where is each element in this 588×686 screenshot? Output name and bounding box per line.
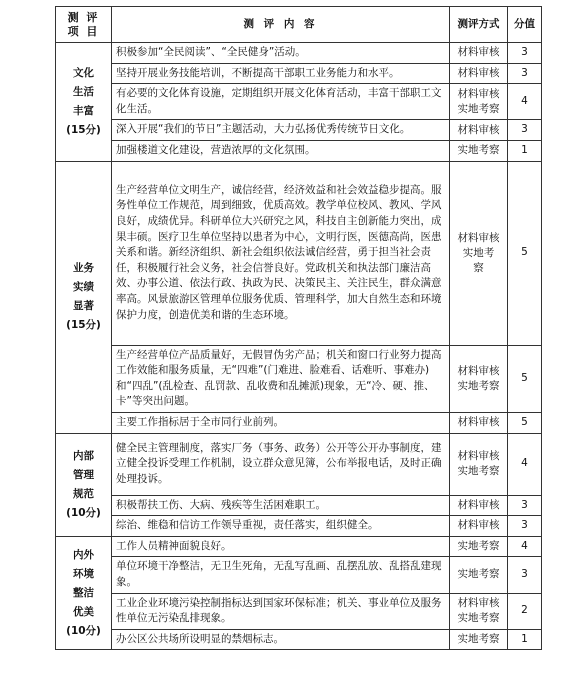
score-cell: 5 bbox=[508, 412, 542, 433]
score-cell: 4 bbox=[508, 433, 542, 495]
method-line: 材料审核 bbox=[457, 87, 500, 100]
method-line: 实地考察 bbox=[457, 102, 500, 115]
method-cell bbox=[450, 495, 508, 516]
category-name-line: 生活 bbox=[73, 85, 94, 98]
method-cell bbox=[450, 43, 508, 64]
header-content: 测 评 内 容 bbox=[112, 7, 450, 43]
content-cell: 积极帮扶工伤、大病、残疾等生活困难职工。 bbox=[112, 495, 450, 516]
method-cell bbox=[450, 140, 508, 161]
table-row bbox=[56, 536, 542, 557]
method-line: 材料审核 bbox=[457, 450, 500, 463]
table-row bbox=[56, 84, 542, 120]
content-cell: 单位环境干净整洁，无卫生死角，无乱写乱画、乱摆乱放、乱搭乱建现象。 bbox=[112, 557, 450, 593]
method-cell bbox=[450, 412, 508, 433]
method-cell bbox=[450, 433, 508, 495]
method-line: 实地考 bbox=[462, 246, 495, 259]
method-line: 材料审核 bbox=[457, 46, 500, 59]
score-cell: 4 bbox=[508, 84, 542, 120]
content-cell: 主要工作指标居于全市同行业前列。 bbox=[112, 412, 450, 433]
category-name-line: 优美 bbox=[73, 605, 94, 618]
category-name-line: 业务 bbox=[73, 262, 94, 275]
category-cell bbox=[56, 433, 112, 536]
table-row bbox=[56, 140, 542, 161]
header-item bbox=[56, 7, 112, 43]
category-name-line: 整洁 bbox=[73, 586, 94, 599]
table-row bbox=[56, 412, 542, 433]
category-name-line: (10分) bbox=[66, 624, 101, 637]
content-cell: 生产经营单位文明生产，诚信经营，经济效益和社会效益稳步提高。服务性单位工作规范，周到细致，优质高效。教学单位校风、教风、学风良好，成绩优异。科研单位大兴研究之风，科技自主创新能力突出，成果丰硕。医疗卫生单位坚持以患者为中心，文明行医，医德高尚，医患关系和谐。新经济组织、新社会组织依法诚信经营，勇于担当社会责任，积极履行社会义务，社会信誉良好。党政机关和执法部门廉洁高效、办事公道、依法行政、执政为民、决策民主、关注民生，群众满意率高。风景旅游区管理单位服务优质、管理科学，加大自然生态和环境保护力度，创造优美和谐的生态环境。 bbox=[112, 161, 450, 345]
score-cell: 3 bbox=[508, 516, 542, 537]
category-name-line: 丰富 bbox=[73, 104, 94, 117]
method-line: 实地考察 bbox=[457, 144, 500, 157]
content-cell: 健全民主管理制度，落实厂务（事务、政务）公开等公开办事制度，建立健全投诉受理工作机制，设立群众意见簿，公布举报电话，及时正确处理投诉。 bbox=[112, 433, 450, 495]
content-cell: 工业企业环境污染控制指标达到国家环保标准；机关、事业单位及服务性单位无污染乱排现象。 bbox=[112, 593, 450, 629]
table-row bbox=[56, 120, 542, 141]
category-name-line: 规范 bbox=[73, 487, 94, 500]
method-cell bbox=[450, 345, 508, 412]
table-row bbox=[56, 63, 542, 84]
table-row bbox=[56, 593, 542, 629]
method-cell bbox=[450, 593, 508, 629]
method-line: 实地考察 bbox=[457, 612, 500, 625]
header-row bbox=[56, 7, 542, 43]
table-row bbox=[56, 345, 542, 412]
method-line: 实地考察 bbox=[457, 568, 500, 581]
method-line: 实地考察 bbox=[457, 632, 500, 645]
score-cell: 4 bbox=[508, 536, 542, 557]
score-cell: 3 bbox=[508, 43, 542, 64]
content-cell: 坚持开展业务技能培训，不断提高干部职工业务能力和水平。 bbox=[112, 63, 450, 84]
method-line: 材料审核 bbox=[457, 66, 500, 79]
score-cell: 1 bbox=[508, 140, 542, 161]
category-name-line: 内外 bbox=[73, 548, 94, 561]
method-cell bbox=[450, 629, 508, 650]
method-line: 察 bbox=[473, 261, 484, 274]
header-score: 分值 bbox=[508, 7, 542, 43]
method-line: 材料审核 bbox=[457, 231, 500, 244]
header-item-line: 项 目 bbox=[67, 24, 100, 38]
category-name-line: (15分) bbox=[66, 123, 101, 136]
method-cell bbox=[450, 557, 508, 593]
category-cell bbox=[56, 536, 112, 650]
method-cell bbox=[450, 84, 508, 120]
category-name-line: 环境 bbox=[73, 567, 94, 580]
score-cell: 3 bbox=[508, 495, 542, 516]
method-cell bbox=[450, 161, 508, 345]
content-cell: 加强楼道文化建设，营造浓厚的文化氛围。 bbox=[112, 140, 450, 161]
category-cell bbox=[56, 43, 112, 162]
table-body bbox=[56, 43, 542, 650]
method-line: 材料审核 bbox=[457, 123, 500, 136]
score-cell: 5 bbox=[508, 345, 542, 412]
content-cell: 综治、维稳和信访工作领导重视，责任落实，组织健全。 bbox=[112, 516, 450, 537]
category-name-line: 文化 bbox=[73, 66, 94, 79]
method-cell bbox=[450, 120, 508, 141]
table-row bbox=[56, 43, 542, 64]
table-row bbox=[56, 629, 542, 650]
table-row bbox=[56, 516, 542, 537]
method-cell bbox=[450, 536, 508, 557]
method-line: 材料审核 bbox=[457, 597, 500, 610]
content-cell: 积极参加“全民阅读”、“全民健身”活动。 bbox=[112, 43, 450, 64]
category-name-line: 实绩 bbox=[73, 281, 94, 294]
method-line: 实地考察 bbox=[457, 540, 500, 553]
content-cell: 生产经营单位产品质量好，无假冒伪劣产品；机关和窗口行业努力提高工作效能和服务质量，无“四难”(门难进、脸难看、话难听、事难办)和“四乱”(乱检查、乱罚款、乱收费和乱摊派)现象，无“冷、硬、推、卡”等突出问题。 bbox=[112, 345, 450, 412]
method-line: 实地考察 bbox=[457, 465, 500, 478]
method-line: 材料审核 bbox=[457, 416, 500, 429]
category-cell bbox=[56, 161, 112, 433]
score-cell: 3 bbox=[508, 557, 542, 593]
content-cell: 深入开展“我们的节日”主题活动，大力弘扬优秀传统节日文化。 bbox=[112, 120, 450, 141]
category-name-line: 管理 bbox=[73, 468, 94, 481]
content-cell: 有必要的文化体育设施，定期组织开展文化体育活动，丰富干部职工文化生活。 bbox=[112, 84, 450, 120]
table-row bbox=[56, 495, 542, 516]
table-row bbox=[56, 557, 542, 593]
score-cell: 3 bbox=[508, 120, 542, 141]
method-line: 材料审核 bbox=[457, 519, 500, 532]
score-cell: 2 bbox=[508, 593, 542, 629]
category-name-line: (15分) bbox=[66, 319, 101, 332]
evaluation-table bbox=[55, 6, 542, 650]
score-cell: 1 bbox=[508, 629, 542, 650]
header-method: 测评方式 bbox=[450, 7, 508, 43]
category-name-line: 显著 bbox=[73, 300, 94, 313]
method-cell bbox=[450, 516, 508, 537]
table-row bbox=[56, 161, 542, 345]
table-row bbox=[56, 433, 542, 495]
content-cell: 工作人员精神面貌良好。 bbox=[112, 536, 450, 557]
method-line: 材料审核 bbox=[457, 498, 500, 511]
method-line: 实地考察 bbox=[457, 379, 500, 392]
score-cell: 3 bbox=[508, 63, 542, 84]
method-cell bbox=[450, 63, 508, 84]
header-item-line: 测 评 bbox=[67, 10, 100, 24]
category-name-line: 内部 bbox=[73, 449, 94, 462]
category-name-line: (10分) bbox=[66, 506, 101, 519]
content-cell: 办公区公共场所设明显的禁烟标志。 bbox=[112, 629, 450, 650]
score-cell: 5 bbox=[508, 161, 542, 345]
method-line: 材料审核 bbox=[457, 364, 500, 377]
